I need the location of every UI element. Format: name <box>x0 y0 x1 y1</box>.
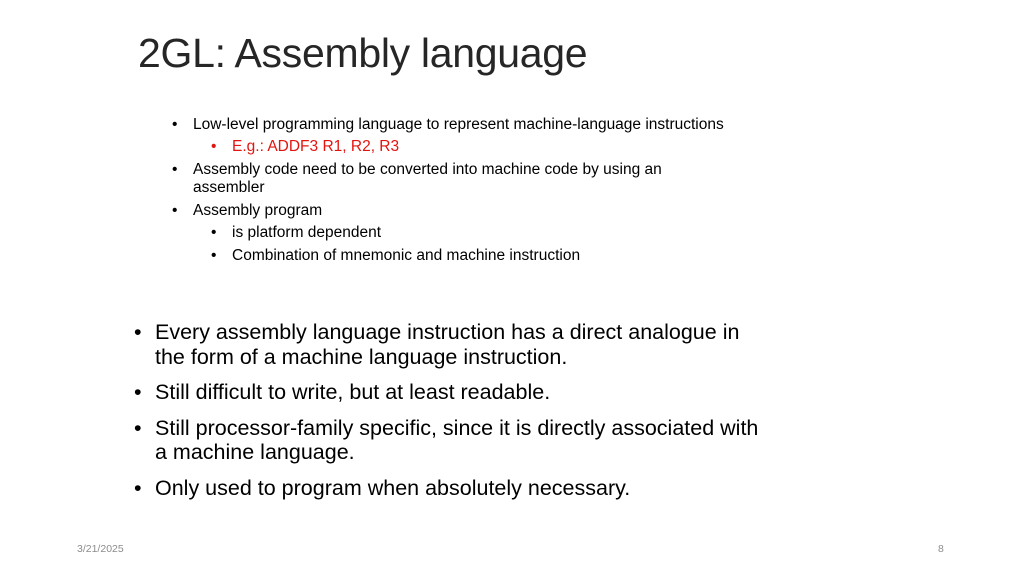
lower-bullet-list <box>134 320 774 511</box>
bullet-text: Combination of mnemonic and machine instruction <box>232 247 581 264</box>
bullet-icon: • <box>172 161 178 178</box>
bullet-icon: • <box>211 224 217 241</box>
bullet-icon: • <box>134 320 142 344</box>
slide-title: 2GL: Assembly language <box>138 30 588 76</box>
bullet-text: Still processor-family specific, since it is directly associated with a machine language. <box>155 415 759 464</box>
list-item <box>134 416 774 465</box>
bullet-icon: • <box>134 415 142 440</box>
bullet-text: E.g.: ADDF3 R1, R2, R3 <box>232 138 400 155</box>
list-item <box>134 320 774 369</box>
list-item <box>172 161 732 197</box>
sub-list-item <box>211 224 732 242</box>
sub-list-item <box>211 138 732 156</box>
bullet-text: Only used to program when absolutely necessary. <box>155 475 631 500</box>
footer-date: 3/21/2025 <box>77 543 124 555</box>
bullet-icon: • <box>134 380 142 404</box>
bullet-icon: • <box>172 202 178 219</box>
slide-number: 8 <box>938 543 944 555</box>
list-item <box>172 202 732 265</box>
bullet-icon: • <box>134 475 142 500</box>
bullet-text: Assembly program <box>193 202 323 219</box>
list-item <box>134 380 774 405</box>
list-item <box>172 116 732 156</box>
bullet-icon: • <box>211 247 217 264</box>
bullet-text: Low-level programming language to represent machine-language instructions <box>193 116 724 133</box>
bullet-text: Still difficult to write, but at least readable. <box>155 380 551 404</box>
upper-bullet-list <box>172 116 732 270</box>
sub-list-item <box>211 247 732 265</box>
bullet-icon: • <box>172 116 178 133</box>
list-item <box>134 476 774 501</box>
bullet-text: Every assembly language instruction has a direct analogue in the form of a machine language instruction. <box>155 320 740 369</box>
bullet-text: is platform dependent <box>232 224 382 241</box>
bullet-text: Assembly code need to be converted into machine code by using an assembler <box>193 161 662 196</box>
bullet-icon: • <box>211 138 217 155</box>
